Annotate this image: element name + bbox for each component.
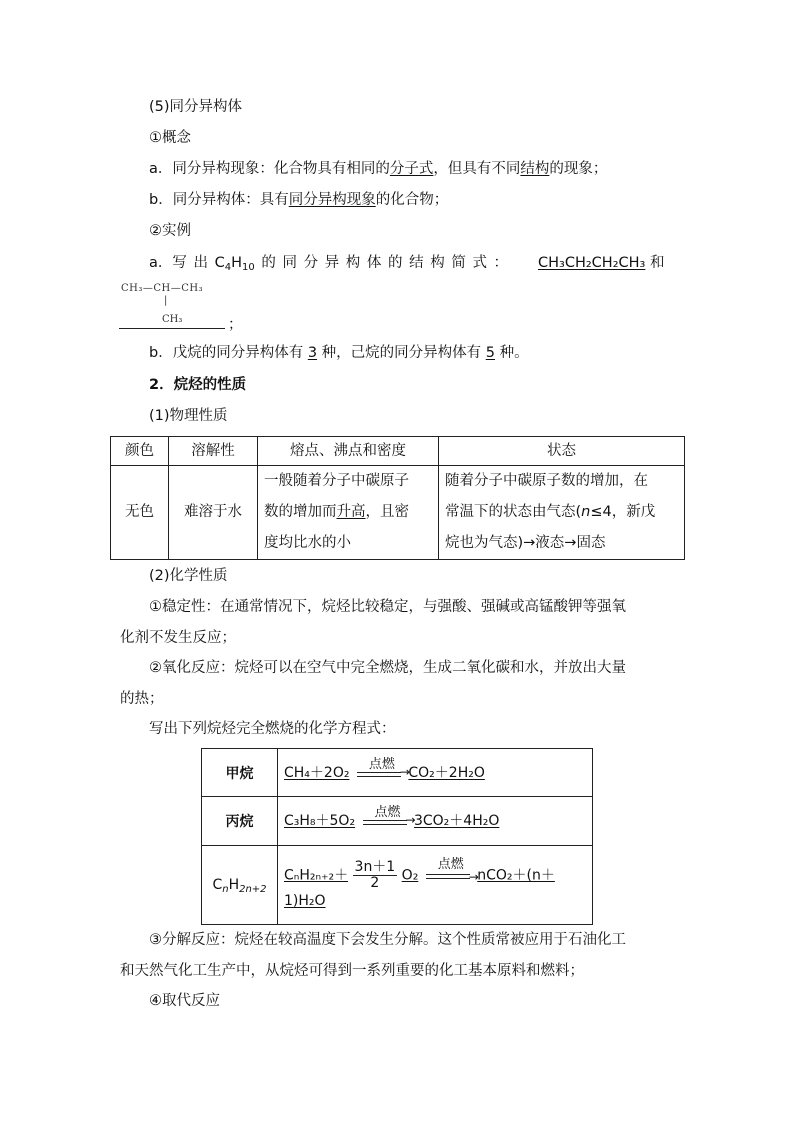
- example-a-line: a．写 出 $C_4H_{10}$ 的 同 分 异 构 体 的 结 构 简 式 ：: [149, 255, 509, 273]
- coefficient-fraction: $\frac{3n+1}{2}$: [354, 858, 396, 891]
- header-state: 状态: [439, 437, 685, 466]
- decomposition-line-1: ③分解反应：烷烃在较高温度下会发生分解。这个性质常被应用于石油化工: [149, 932, 626, 948]
- table-row: [111, 466, 685, 560]
- substitution-heading: ④取代反应: [149, 993, 220, 1009]
- header-mp-bp-density: 熔点、沸点和密度: [258, 437, 439, 466]
- stability-line-2: 化剂不发生反应；: [120, 630, 236, 646]
- section-2-title: 2．烷烃的性质: [149, 377, 247, 393]
- stability-line-1: ①稳定性：在通常情况下，烷烃比较稳定，与强酸、强碱或高锰酸钾等强氧: [149, 599, 626, 615]
- isobutane-structure: CH₃—CH—CH₃ | CH₃: [121, 283, 204, 325]
- example-a-answer: CH₃CH₂CH₂CH₃ 和: [538, 255, 665, 271]
- ignite-condition: 点燃 →: [363, 809, 407, 833]
- table-row: [202, 797, 593, 846]
- answer-molecular-formula: 分子式: [389, 161, 434, 177]
- answer-butane: CH₃CH₂CH₂CH₃: [538, 255, 646, 271]
- concept-a-line: a．同分异构现象：化合物具有相同的分子式，但具有不同结构的现象；: [149, 161, 608, 177]
- oxidation-line-1: ②氧化反应：烷烃可以在空气中完全燃烧，生成二氧化碳和水，并放出大量: [149, 660, 626, 676]
- concept-heading: ①概念: [149, 130, 191, 146]
- propane-equation: C₃H₈＋5O₂ 点燃 → 3CO₂＋4H₂O: [278, 797, 593, 846]
- answer-structure: 结构: [520, 161, 550, 177]
- physical-props-heading: (1)物理性质: [149, 408, 228, 424]
- example-heading: ②实例: [149, 223, 191, 239]
- cell-mp-bp-density: 一般随着分子中碳原子 数的增加而升高，且密 度均比水的小: [258, 466, 439, 560]
- chemical-props-heading: (2)化学性质: [149, 568, 228, 584]
- cell-state: 随着分子中碳原子数的增加，在 常温下的状态由气态(n≤4，新戊 烷也为气态)→液态→固态: [439, 466, 685, 560]
- section-5-title: (5)同分异构体: [149, 99, 243, 115]
- decomposition-line-2: 和天然气化工生产中，从烷烃可得到一系列重要的化工基本原料和燃料；: [120, 963, 584, 979]
- methane-equation: CH₄＋2O₂ 点燃 → CO₂＋2H₂O: [278, 749, 593, 797]
- semicolon: ；: [228, 317, 243, 333]
- answer-pentane-count: 3: [307, 345, 318, 361]
- ignite-condition: 点燃 →: [357, 761, 401, 785]
- general-alkane-label: $C_nH_{2n+2}$: [202, 846, 278, 925]
- table-header-row: [111, 437, 685, 466]
- cell-color: 无色: [111, 466, 169, 560]
- answer-increase: 升高: [336, 504, 366, 520]
- example-b-line: b．戊烷的同分异构体有 3 种，己烷的同分异构体有 5 种。: [149, 345, 529, 361]
- answer-hexane-count: 5: [485, 345, 495, 361]
- physical-properties-table: [110, 436, 685, 560]
- concept-b-line: b．同分异构体：具有同分异构现象的化合物；: [149, 192, 449, 208]
- combustion-table: [201, 748, 593, 925]
- answer-isomerism: 同分异构现象: [288, 192, 376, 208]
- header-solubility: 溶解性: [169, 437, 258, 466]
- write-equations-prompt: 写出下列烷烃完全燃烧的化学方程式：: [149, 721, 396, 737]
- table-row: [202, 749, 593, 797]
- answer-underline: [119, 328, 225, 329]
- propane-label: 丙烷: [202, 797, 278, 846]
- ignite-condition: 点燃 →: [426, 863, 470, 887]
- header-color: 颜色: [111, 437, 169, 466]
- methane-label: 甲烷: [202, 749, 278, 797]
- general-equation: CₙH₂ₙ₊₂＋ $\frac{3n+1}{2}$ O₂ 点燃 → nCO₂＋(n＋ 1)H₂O: [278, 846, 593, 925]
- cell-solubility: 难溶于水: [169, 466, 258, 560]
- oxidation-line-2: 的热；: [120, 691, 164, 707]
- table-row: [202, 846, 593, 925]
